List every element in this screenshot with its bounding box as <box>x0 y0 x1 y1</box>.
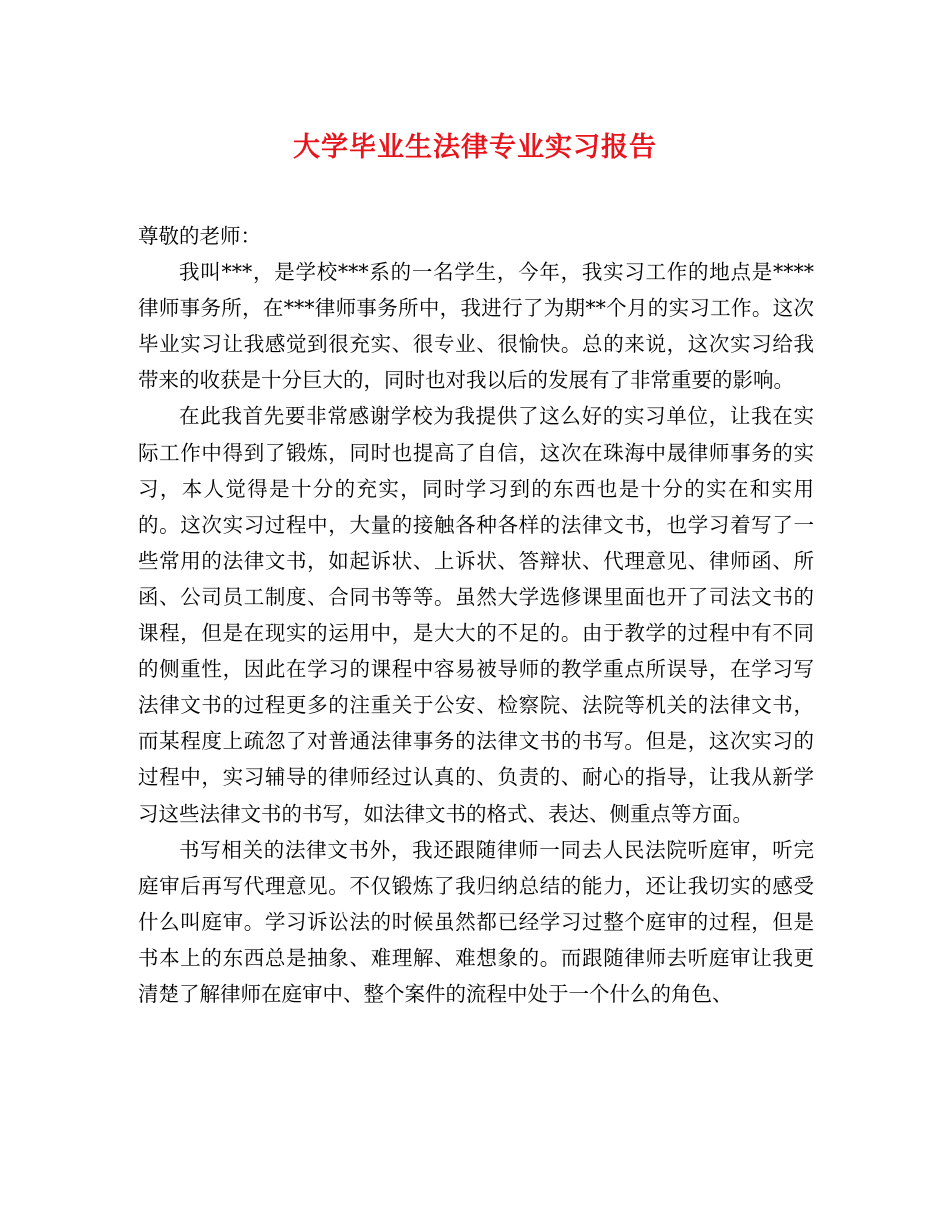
paragraph-2: 在此我首先要非常感谢学校为我提供了这么好的实习单位，让我在实际工作中得到了锻炼，同时也提高了自信，这次在珠海中晟律师事务的实习，本人觉得是十分的充实，同时学习到的东西也是十分的实在和实用的。这次实习过程中，大量的接触各种各样的法律文书，也学习着写了一些常用的法律文书，如起诉状、上诉状、答辩状、代理意见、律师函、所函、公司员工制度、合同书等等。虽然大学选修课里面也开了司法文书的课程，但是在现实的运用中，是大大的不足的。由于教学的过程中有不同的侧重性，因此在学习的课程中容易被导师的教学重点所误导，在学习写法律文书的过程更多的注重关于公安、检察院、法院等机关的法律文书，而某程度上疏忽了对普通法律事务的法律文书的书写。但是，这次实习的过程中，实习辅导的律师经过认真的、负责的、耐心的指导，让我从新学习这些法律文书的书写，如法律文书的格式、表达、侧重点等方面。 <box>138 404 814 826</box>
salutation: 尊敬的老师： <box>138 224 261 248</box>
paragraph-3: 书写相关的法律文书外，我还跟随律师一同去人民法院听庭审，听完庭审后再写代理意见。不仅锻炼了我归纳总结的能力，还让我切实的感受什么叫庭审。学习诉讼法的时候虽然都已经学习过整个庭审的过程，但是书本上的东西总是抽象、难理解、难想象的。而跟随律师去听庭审让我更清楚了解律师在庭审中、整个案件的流程中处于一个什么的角色、 <box>138 837 814 1006</box>
paragraph-1: 我叫***，是学校***系的一名学生，今年，我实习工作的地点是****律师事务所，在***律师事务所中，我进行了为期**个月的实习工作。这次毕业实习让我感觉到很充实、很专业、很愉快。总的来说，这次实习给我带来的收获是十分巨大的，同时也对我以后的发展有了非常重要的影响。 <box>138 260 814 393</box>
document-title: 大学毕业生法律专业实习报告 <box>293 132 657 163</box>
document-body <box>138 218 814 1012</box>
